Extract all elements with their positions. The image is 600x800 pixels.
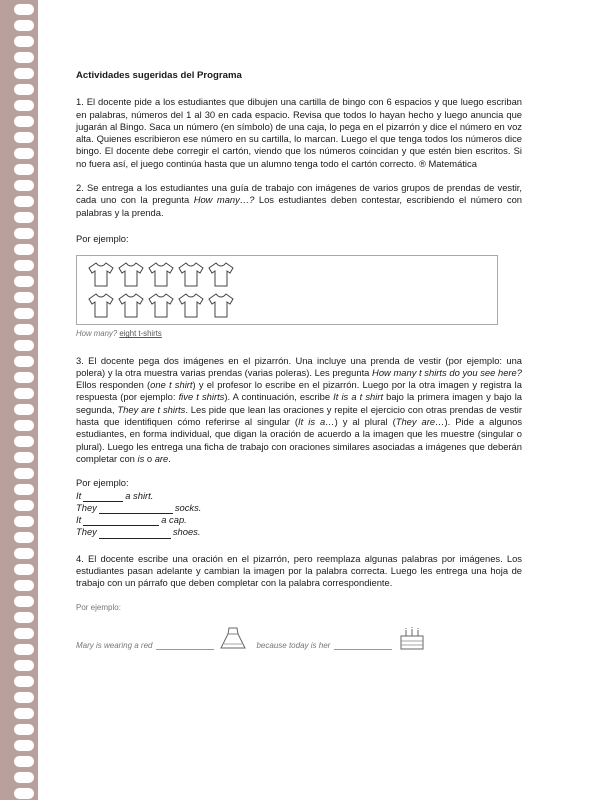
example-line — [76, 526, 522, 538]
example-rest: socks. — [174, 501, 202, 513]
a3-s1: 3. El docente pega dos imágenes en el pizarrón. Una incluye una prenda de vestir (por ejemplo: una polera) y la otra muestra varias prendas (varias poleras). Les pregunta — [76, 354, 522, 378]
example-line — [76, 514, 522, 526]
answer-blank — [83, 491, 123, 502]
a3-s7: ) y al plural ( — [334, 416, 396, 428]
binding-hole — [14, 36, 34, 47]
activity-2-question: How many…? — [193, 194, 255, 206]
binding-hole — [14, 612, 34, 623]
binding-hole — [14, 484, 34, 495]
tshirt-icon — [87, 260, 115, 288]
example-line — [76, 490, 522, 502]
binding-hole — [14, 532, 34, 543]
a3-s8: ). Pide a algunos estudiantes, en forma individual, que digan la oración de acuerdo a la imagen que les muestre (singular o plural). Luego les entrega una ficha de trabajo con oraciones similares asociadas a imágenes que deberán completar con — [76, 416, 523, 464]
a3-s5: bajo la primera imagen y bajo la segunda, — [76, 391, 522, 415]
example-subject: They — [76, 526, 97, 538]
a3-s2: Ellos responden ( — [76, 379, 151, 391]
sentence-part-2: because today is her — [256, 640, 331, 650]
fill-in-examples — [76, 477, 522, 538]
example-subject: It — [76, 514, 82, 526]
activity-4: 4. El docente escribe una oración en el pizarrón, pero reemplaza algunas palabras por imágenes. Los estudiantes pasan adelante y cambian la imagen por la palabra correcta. Luego les entrega una hoja de trabajo con un párrafo que deben completar con la palabra correspondiente. — [76, 552, 522, 589]
binding-hole — [14, 212, 34, 223]
tshirt-icon — [177, 291, 205, 319]
example-rest: a cap. — [161, 514, 187, 526]
binding-hole — [14, 132, 34, 143]
a3-e2: They are t shirts — [117, 403, 186, 415]
answer-blank — [156, 649, 214, 650]
birthday-cake-icon — [396, 624, 428, 652]
binding-hole — [14, 516, 34, 527]
binding-hole — [14, 100, 34, 111]
binding-hole — [14, 68, 34, 79]
binding-hole — [14, 196, 34, 207]
tshirts-question: How many? — [76, 329, 118, 339]
tshirt-icon — [147, 260, 175, 288]
binding-hole — [14, 452, 34, 463]
figure2-label: Por ejemplo: — [76, 602, 121, 612]
page-title: Actividades sugeridas del Programa — [76, 70, 242, 81]
binding-hole — [14, 84, 34, 95]
tshirt-icon — [117, 291, 145, 319]
a3-e4: They are… — [395, 416, 445, 428]
answer-blank — [99, 528, 171, 539]
activity-2-text-c: Los estudiantes deben contestar, escribiendo el número con palabras y la prenda. — [76, 194, 523, 218]
binding-hole — [14, 228, 34, 239]
a3-e3: It is a… — [298, 416, 335, 428]
a3-s4: ). A continuación, escribe — [224, 391, 334, 403]
picture-sentence-figure — [76, 602, 522, 652]
tshirt-icon — [207, 260, 235, 288]
activity-1: 1. El docente pide a los estudiantes que dibujen una cartilla de bingo con 6 espacios y que luego escriban en palabras, números del 1 al 30 en cada espacio. Revisa que todos lo hayan hecho y luego anuncia que jugarán al Bingo. Saca un número (en símbolo) de una caja, lo pega en el pizarrón y dice el número en voz alta. Quienes escribieron ese número en su cartilla, lo marcan. Luego el que tenga todos los números dice bingo. El docente debe corregir el cartón, viendo que los números coincidan y que estén bien escritos. Si no fuera así, el juego continúa hasta que un alumno tenga todo el cartón correcto. ® Matemática — [76, 96, 522, 169]
binding-hole — [14, 340, 34, 351]
binding-hole — [14, 644, 34, 655]
answer-blank — [99, 503, 173, 514]
binding-hole — [14, 724, 34, 735]
binding-hole — [14, 388, 34, 399]
binding-hole — [14, 580, 34, 591]
binding-hole — [14, 4, 34, 15]
tshirts-figure — [76, 255, 498, 325]
binding-hole — [14, 420, 34, 431]
tshirts-answer: eight t-shirts — [119, 329, 162, 339]
sentence-part-1: Mary is wearing a red — [76, 640, 153, 650]
binding-hole — [14, 628, 34, 639]
binding-hole — [14, 292, 34, 303]
activity-2-text-a: 2. Se entrega a los estudiantes una guía de trabajo con imágenes de varios grupos de prendas de vestir, cada uno con la pregunta — [76, 182, 522, 206]
binding-hole — [14, 548, 34, 559]
binding-hole — [14, 708, 34, 719]
a3-e5: is — [137, 452, 145, 464]
binding-hole — [14, 324, 34, 335]
binding-hole — [14, 244, 34, 255]
binding-hole — [14, 660, 34, 671]
tshirt-icon — [177, 260, 205, 288]
tshirt-icon — [207, 291, 235, 319]
a3-e6: are — [154, 452, 169, 464]
binding-hole — [14, 500, 34, 511]
a3-e1: It is a t shirt — [333, 391, 384, 403]
binding-hole — [14, 164, 34, 175]
tshirts-caption — [76, 328, 522, 340]
binding-hole — [14, 436, 34, 447]
binding-hole — [14, 676, 34, 687]
spiral-binding — [0, 0, 38, 800]
example-label: Por ejemplo: — [76, 232, 129, 244]
a3-s10: . — [168, 452, 171, 464]
binding-hole — [14, 52, 34, 63]
a3-q1: How many t shirts do you see here? — [372, 366, 522, 378]
binding-hole — [14, 276, 34, 287]
tshirt-icon — [87, 291, 115, 319]
a3-s6: . Les pide que lean las oraciones y repite el ejercicio con otras prendas de vestir hasta que identifiquen cómo referirse al singular ( — [76, 403, 522, 428]
example-line — [76, 502, 522, 514]
a3-s3: ) y el profesor lo escribe en el pizarrón. Luego por la otra imagen y registra la respuesta (por ejemplo: — [76, 379, 522, 403]
activity-3 — [76, 355, 522, 466]
binding-hole — [14, 180, 34, 191]
example-subject: It — [76, 489, 82, 501]
dress-icon — [218, 626, 248, 652]
tshirt-grid — [87, 260, 235, 319]
picture-sentence — [76, 624, 522, 652]
binding-hole — [14, 772, 34, 783]
binding-hole — [14, 740, 34, 751]
binding-hole — [14, 788, 34, 799]
binding-hole — [14, 564, 34, 575]
example-label-2: Por ejemplo: — [76, 477, 129, 489]
binding-hole — [14, 596, 34, 607]
a3-a2: five t shirts — [178, 391, 225, 403]
binding-hole — [14, 756, 34, 767]
answer-blank — [334, 649, 392, 650]
binding-hole — [14, 148, 34, 159]
tshirt-icon — [117, 260, 145, 288]
binding-hole — [14, 692, 34, 703]
example-subject: They — [76, 501, 97, 513]
binding-hole — [14, 20, 34, 31]
binding-hole — [14, 372, 34, 383]
answer-blank — [83, 515, 159, 526]
binding-hole — [14, 116, 34, 127]
example-rest: a shirt. — [125, 489, 154, 501]
binding-hole — [14, 260, 34, 271]
tshirt-icon — [147, 291, 175, 319]
activity-2 — [76, 182, 522, 219]
binding-hole — [14, 468, 34, 479]
a3-a1: one t shirt — [150, 379, 193, 391]
binding-hole — [14, 404, 34, 415]
example-rest: shoes. — [172, 526, 201, 538]
binding-hole — [14, 308, 34, 319]
a3-s9: o — [144, 452, 155, 464]
document-page — [76, 70, 522, 652]
binding-hole — [14, 356, 34, 367]
